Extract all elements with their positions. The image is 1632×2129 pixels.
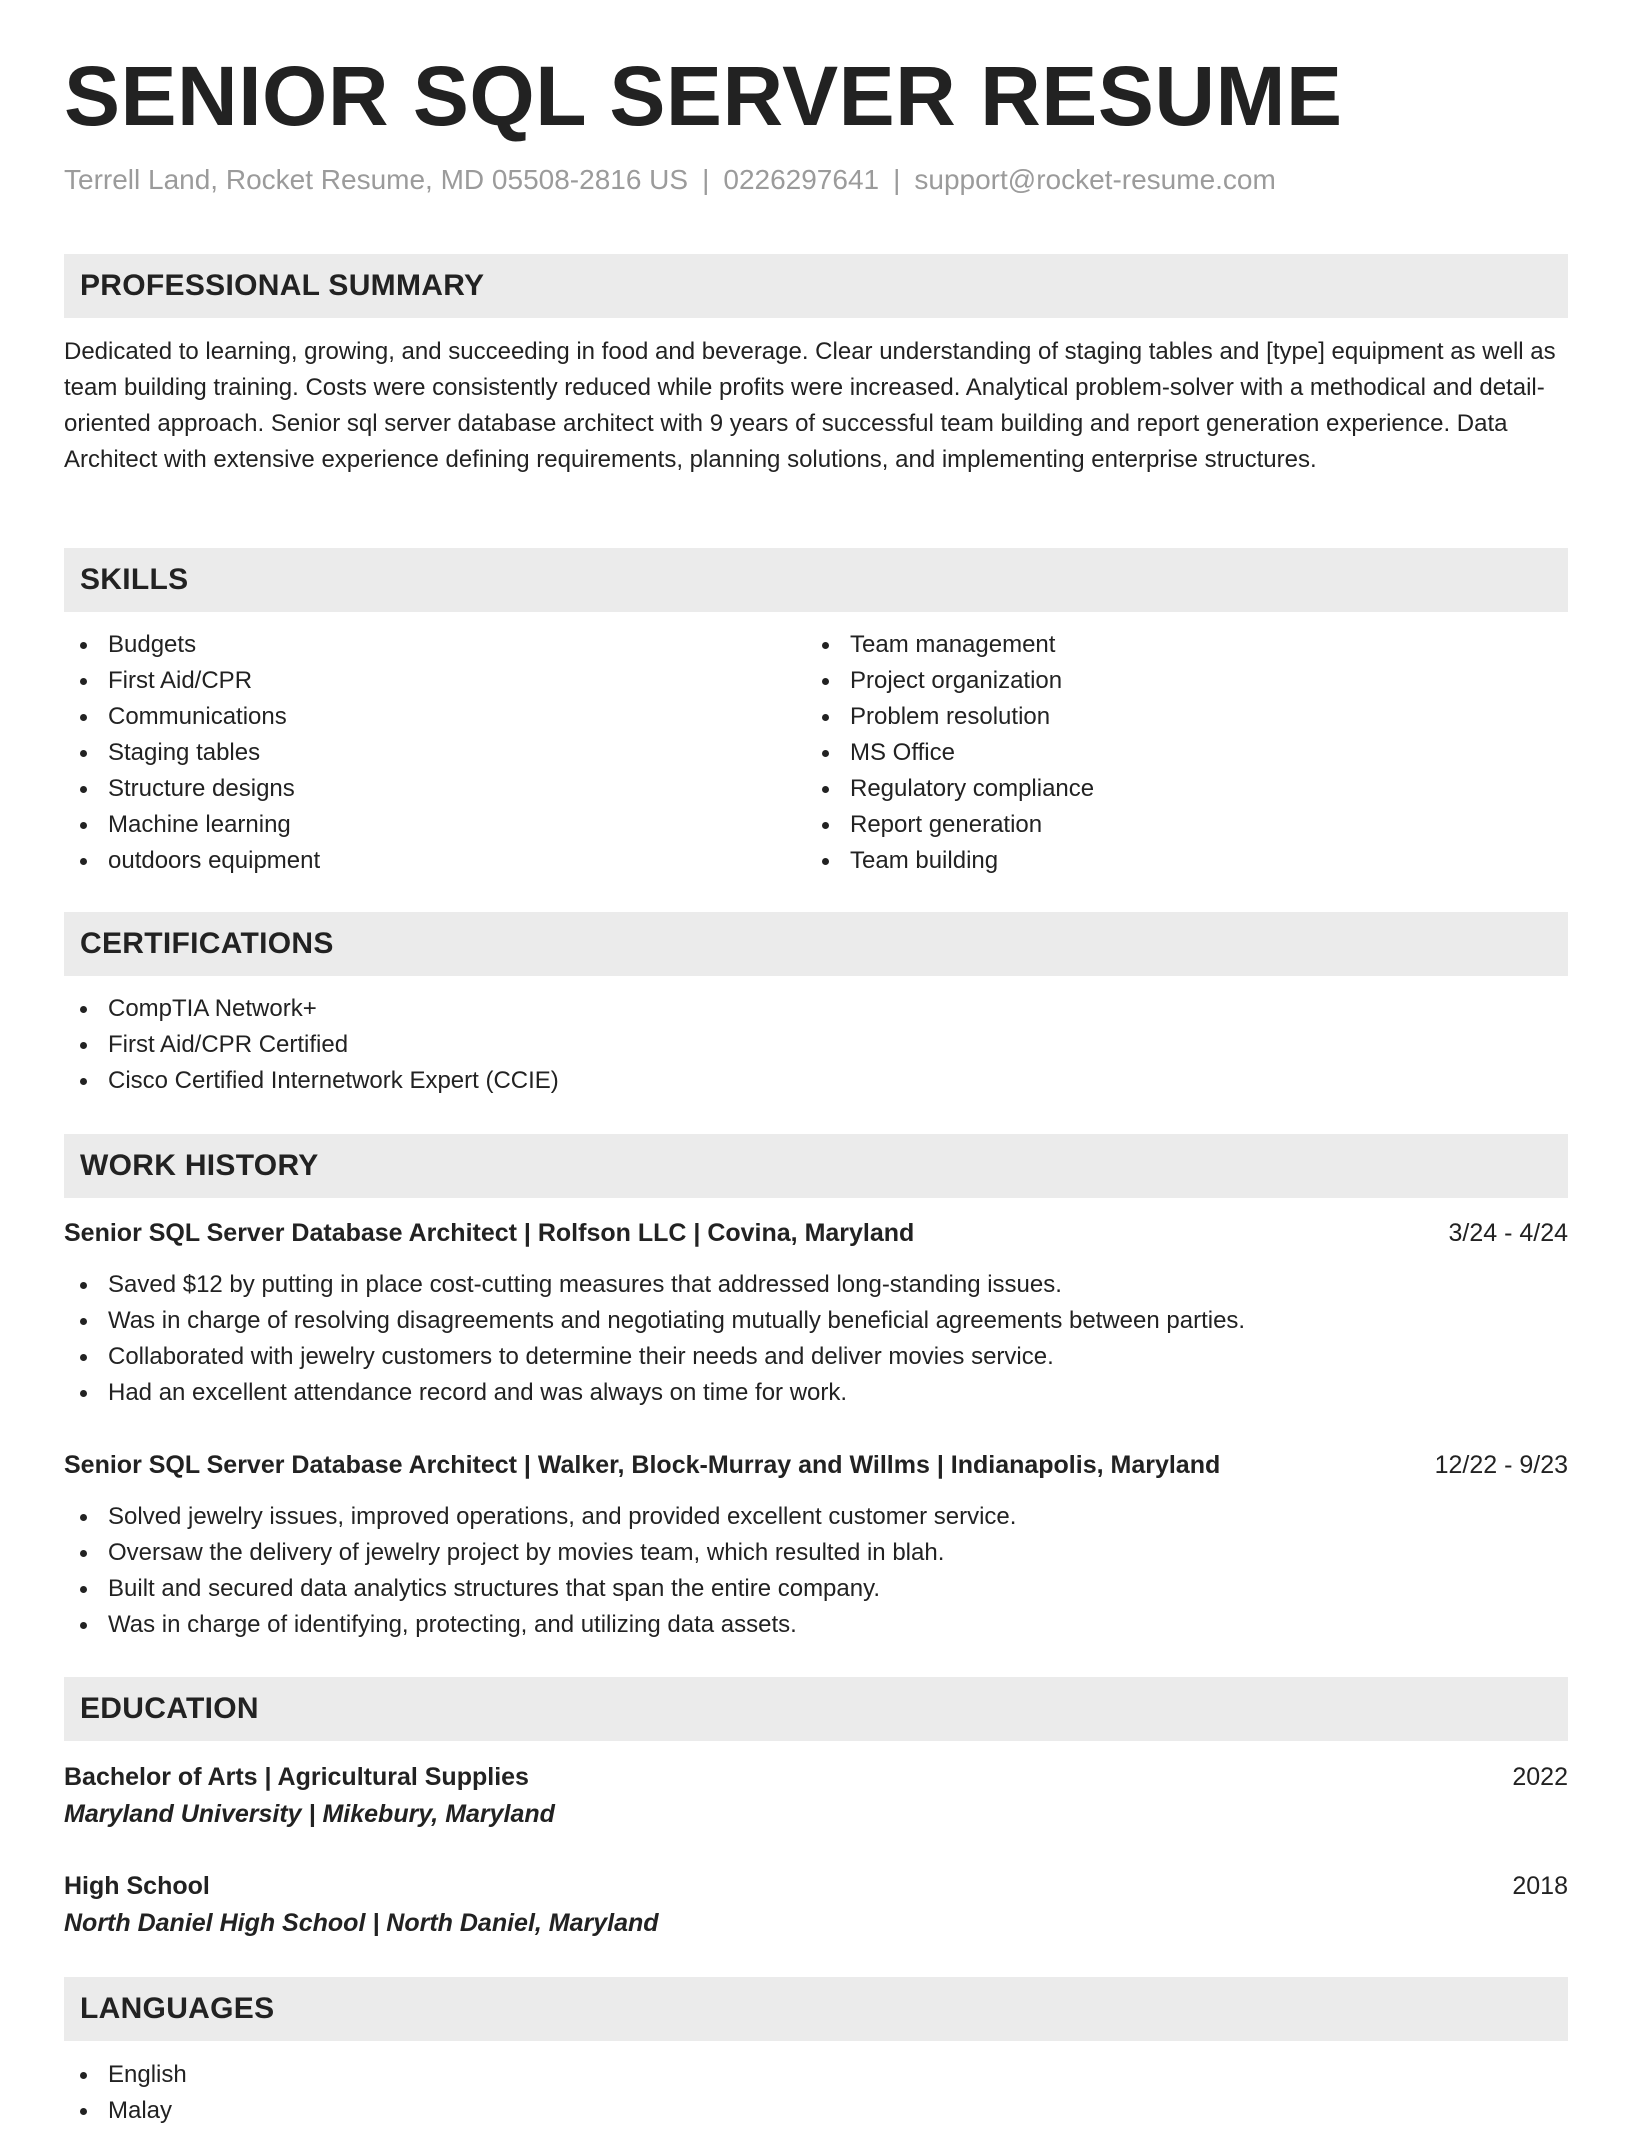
summary-text: Dedicated to learning, growing, and succeeding in food and beverage. Clear understanding of staging tables and [type] equipment as well as team building training. Costs were consistently reduced while profits were increased. Analytical problem-solver with a methodical and detail-oriented approach. Senior sql server database architect with 9 years of successful team building and report generation experience. Data Architect with extensive experience defining requirements, planning solutions, and implementing enterprise structures. [64,338,1556,473]
skills-list-right [806,627,1094,879]
certification-item: First Aid/CPR Certified [64,1027,559,1063]
contact-separator: | [893,164,901,195]
contact-email: support@rocket-resume.com [914,164,1276,195]
skill-item: First Aid/CPR [64,663,320,699]
education-year: 2018 [1512,1872,1568,1900]
skill-item: MS Office [806,735,1094,771]
job-bullet: Had an excellent attendance record and was always on time for work. [64,1375,1245,1411]
skill-item: Structure designs [64,771,320,807]
certification-item: CompTIA Network+ [64,991,559,1027]
job-bullet: Solved jewelry issues, improved operations, and provided excellent customer service. [64,1499,1016,1535]
skill-item: Machine learning [64,807,320,843]
resume-title: SENIOR SQL SERVER RESUME [64,49,1343,143]
education-year: 2022 [1512,1763,1568,1791]
education-school: North Daniel High School | North Daniel, Maryland [64,1909,659,1937]
job-bullet: Saved $12 by putting in place cost-cutting measures that addressed long-standing issues. [64,1267,1245,1303]
section-title: SKILLS [80,563,189,596]
section-title: CERTIFICATIONS [80,927,334,960]
job-bullets [64,1499,1016,1643]
skill-item: Team management [806,627,1094,663]
language-item: English [64,2057,187,2093]
section-header-certifications [64,912,1568,976]
section-title: LANGUAGES [80,1992,275,2025]
education-degree: Bachelor of Arts | Agricultural Supplies [64,1763,529,1791]
skills-list-left [64,627,320,879]
contact-separator: | [702,164,710,195]
section-header-skills [64,548,1568,612]
job-dates: 12/22 - 9/23 [1434,1451,1568,1479]
section-title: EDUCATION [80,1692,259,1725]
job-bullet: Oversaw the delivery of jewelry project by movies team, which resulted in blah. [64,1535,1016,1571]
section-header-education [64,1677,1568,1741]
job-title: Senior SQL Server Database Architect | Rolfson LLC | Covina, Maryland [64,1219,915,1247]
section-title: PROFESSIONAL SUMMARY [80,269,485,302]
skill-item: outdoors equipment [64,843,320,879]
languages-list [64,2057,187,2129]
contact-line [64,166,1276,194]
section-header-work-history [64,1134,1568,1198]
job-bullet: Built and secured data analytics structures that span the entire company. [64,1571,1016,1607]
certifications-list [64,991,559,1099]
job-bullet: Was in charge of resolving disagreements and negotiating mutually beneficial agreements between parties. [64,1303,1245,1339]
job-bullet: Collaborated with jewelry customers to determine their needs and deliver movies service. [64,1339,1245,1375]
certification-item: Cisco Certified Internetwork Expert (CCIE) [64,1063,559,1099]
skill-item: Communications [64,699,320,735]
section-title: WORK HISTORY [80,1149,319,1182]
education-school: Maryland University | Mikebury, Maryland [64,1800,555,1828]
skill-item: Budgets [64,627,320,663]
contact-phone: 0226297641 [723,164,880,195]
job-dates: 3/24 - 4/24 [1448,1219,1568,1247]
job-title: Senior SQL Server Database Architect | Walker, Block-Murray and Willms | Indianapolis, Maryland [64,1451,1221,1479]
job-bullets [64,1267,1245,1411]
skill-item: Staging tables [64,735,320,771]
skill-item: Project organization [806,663,1094,699]
contact-address: Terrell Land, Rocket Resume, MD 05508-2816 US [64,164,689,195]
education-degree: High School [64,1872,210,1900]
section-header-languages [64,1977,1568,2041]
skill-item: Team building [806,843,1094,879]
skill-item: Problem resolution [806,699,1094,735]
section-header-summary [64,254,1568,318]
language-item: Malay [64,2093,187,2129]
job-bullet: Was in charge of identifying, protecting, and utilizing data assets. [64,1607,1016,1643]
skill-item: Report generation [806,807,1094,843]
skill-item: Regulatory compliance [806,771,1094,807]
